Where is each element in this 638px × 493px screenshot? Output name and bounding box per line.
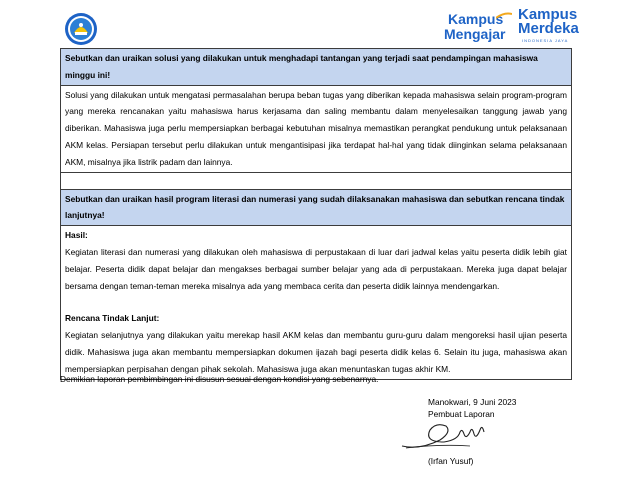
kampus-merdeka-logo bbox=[516, 8, 586, 44]
handwritten-signature bbox=[400, 416, 492, 452]
answer-literasi-numerasi bbox=[61, 226, 571, 378]
spacer bbox=[65, 294, 567, 310]
kampus-mengajar-logo bbox=[444, 10, 514, 44]
rencana-text: Kegiatan selanjutnya yang dilakukan yaitu merekap hasil AKM kelas dan membantu guru-guru dalam mengoreksi hasil ujian peserta didik. Mahasiswa juga akan membantu mempersiapkan dokumen ijazah bagi peserta didik kelas 6. Selain itu juga, mahasiswa akan mempersiapkan perpisahan dengan pihak sekolah. Mahasiswa juga akan menuntaskan tugas akhir KM. bbox=[65, 330, 567, 374]
kampus-mengajar-line1: Kampus bbox=[448, 11, 504, 27]
place-date: Manokwari, 9 Juni 2023 bbox=[428, 397, 517, 407]
rencana-label: Rencana Tindak Lanjut: bbox=[65, 313, 160, 324]
question-solusi: Sebutkan dan uraikan solusi yang dilakukan untuk menghadapi tantangan yang terjadi saat pendampingan mahasiswa minggu ini! bbox=[61, 49, 571, 86]
page-header bbox=[0, 0, 638, 46]
kampus-mengajar-line2: Mengajar bbox=[444, 26, 506, 42]
signer-name: (Irfan Yusuf) bbox=[428, 456, 474, 466]
answer-solusi: Solusi yang dilakukan untuk mengatasi permasalahan berupa beban tugas yang diberikan kepada mahasiswa selain program-program yang mereka rencanakan yaitu mahasiswa harus kerjasama dan saling membantu dalam menyelesaikan tanggung jawab yang diberikan. Mahasiswa juga perlu mempersiapkan berbagai kebutuhan misalnya memastikan perangkat pendukung untuk pelaksanaan AKM kelas. Persiapan tersebut perlu dilakukan untuk mengantisipasi jika terdapat hal-hal yang tidak diinginkan selama pelaksanaan AKM, misalnya jika listrik padam dan lainnya. bbox=[61, 86, 571, 173]
report-table bbox=[60, 48, 572, 380]
swoosh-icon bbox=[496, 12, 512, 20]
signer-role: Pembuat Laporan bbox=[428, 409, 495, 419]
tut-wuri-handayani-logo bbox=[64, 12, 98, 46]
hasil-label: Hasil: bbox=[65, 230, 88, 241]
hasil-text: Kegiatan literasi dan numerasi yang dilakukan oleh mahasiswa di perpustakaan di luar dari jadwal kelas yaitu peserta didik lebih giat belajar. Peserta didik dapat belajar dan mengakses berbagai sumber belajar yang ada di perpustakaan. Mereka juga dapat belajar bersama dengan teman-teman mereka misalnya ada yang membaca cerita dan peserta didik lainnya mendengarkan. bbox=[65, 246, 567, 291]
kampus-merdeka-line1: Kampus bbox=[518, 6, 578, 23]
question-literasi-numerasi: Sebutkan dan uraikan hasil program literasi dan numerasi yang sudah dilaksanakan mahasiswa dan sebutkan rencana tindak lanjutnya! bbox=[61, 189, 571, 227]
kampus-merdeka-tagline: INDONESIA JAYA bbox=[522, 38, 569, 43]
closing-statement: Demikian laporan pembimbingan ini disusun sesuai dengan kondisi yang sebenarnya. bbox=[60, 374, 379, 384]
kampus-merdeka-line2: Merdeka bbox=[518, 20, 579, 37]
